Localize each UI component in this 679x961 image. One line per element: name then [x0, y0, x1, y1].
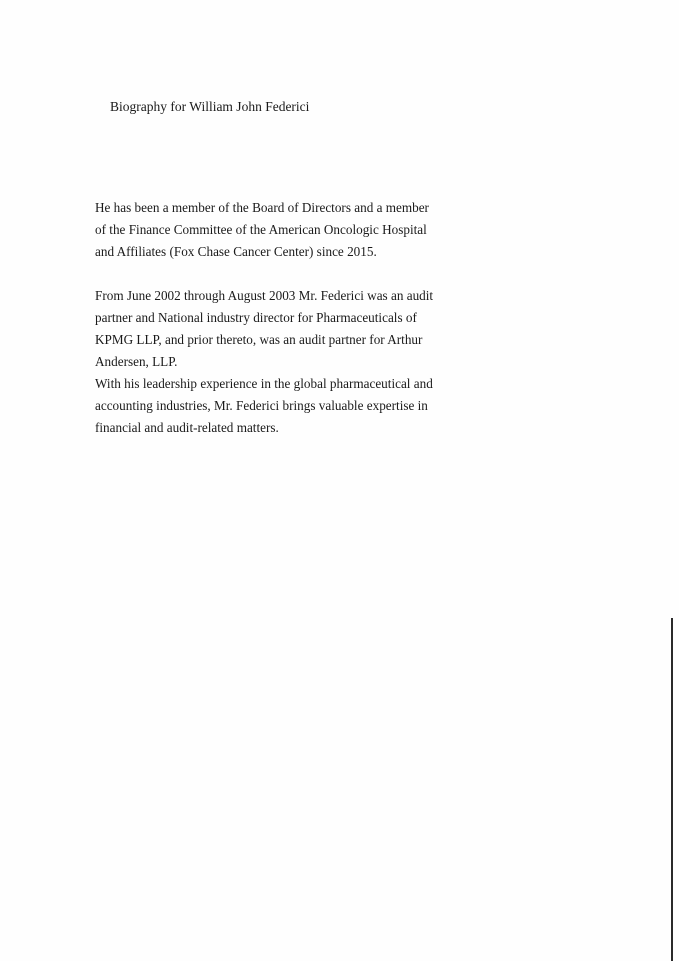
scan-edge-shadow	[671, 618, 673, 961]
paragraph-career-history	[95, 285, 440, 373]
paragraph-line: He has been a member of the Board of Directors and a member	[95, 200, 429, 215]
paragraph-line: From June 2002 through August 2003 Mr. Federici was an audit	[95, 288, 434, 303]
paragraph-line: With his leadership experience in the global pharmaceutical and	[95, 376, 433, 391]
paragraph-line: partner and National industry director for Pharmaceuticals of	[95, 310, 417, 325]
paragraph-expertise	[95, 373, 440, 439]
paragraph-line: accounting industries, Mr. Federici brings valuable expertise in	[95, 398, 428, 413]
paragraph-line: Andersen, LLP.	[95, 354, 178, 369]
paragraph-board-membership	[95, 197, 440, 263]
paragraph-line: KPMG LLP, and prior thereto, was an audit partner for Arthur	[95, 332, 423, 347]
paragraph-line: of the Finance Committee of the American Oncologic Hospital	[95, 222, 427, 237]
document-title: Biography for William John Federici	[110, 99, 310, 114]
paragraph-line: financial and audit-related matters.	[95, 420, 279, 435]
paragraph-line: and Affiliates (Fox Chase Cancer Center) since 2015.	[95, 244, 377, 259]
